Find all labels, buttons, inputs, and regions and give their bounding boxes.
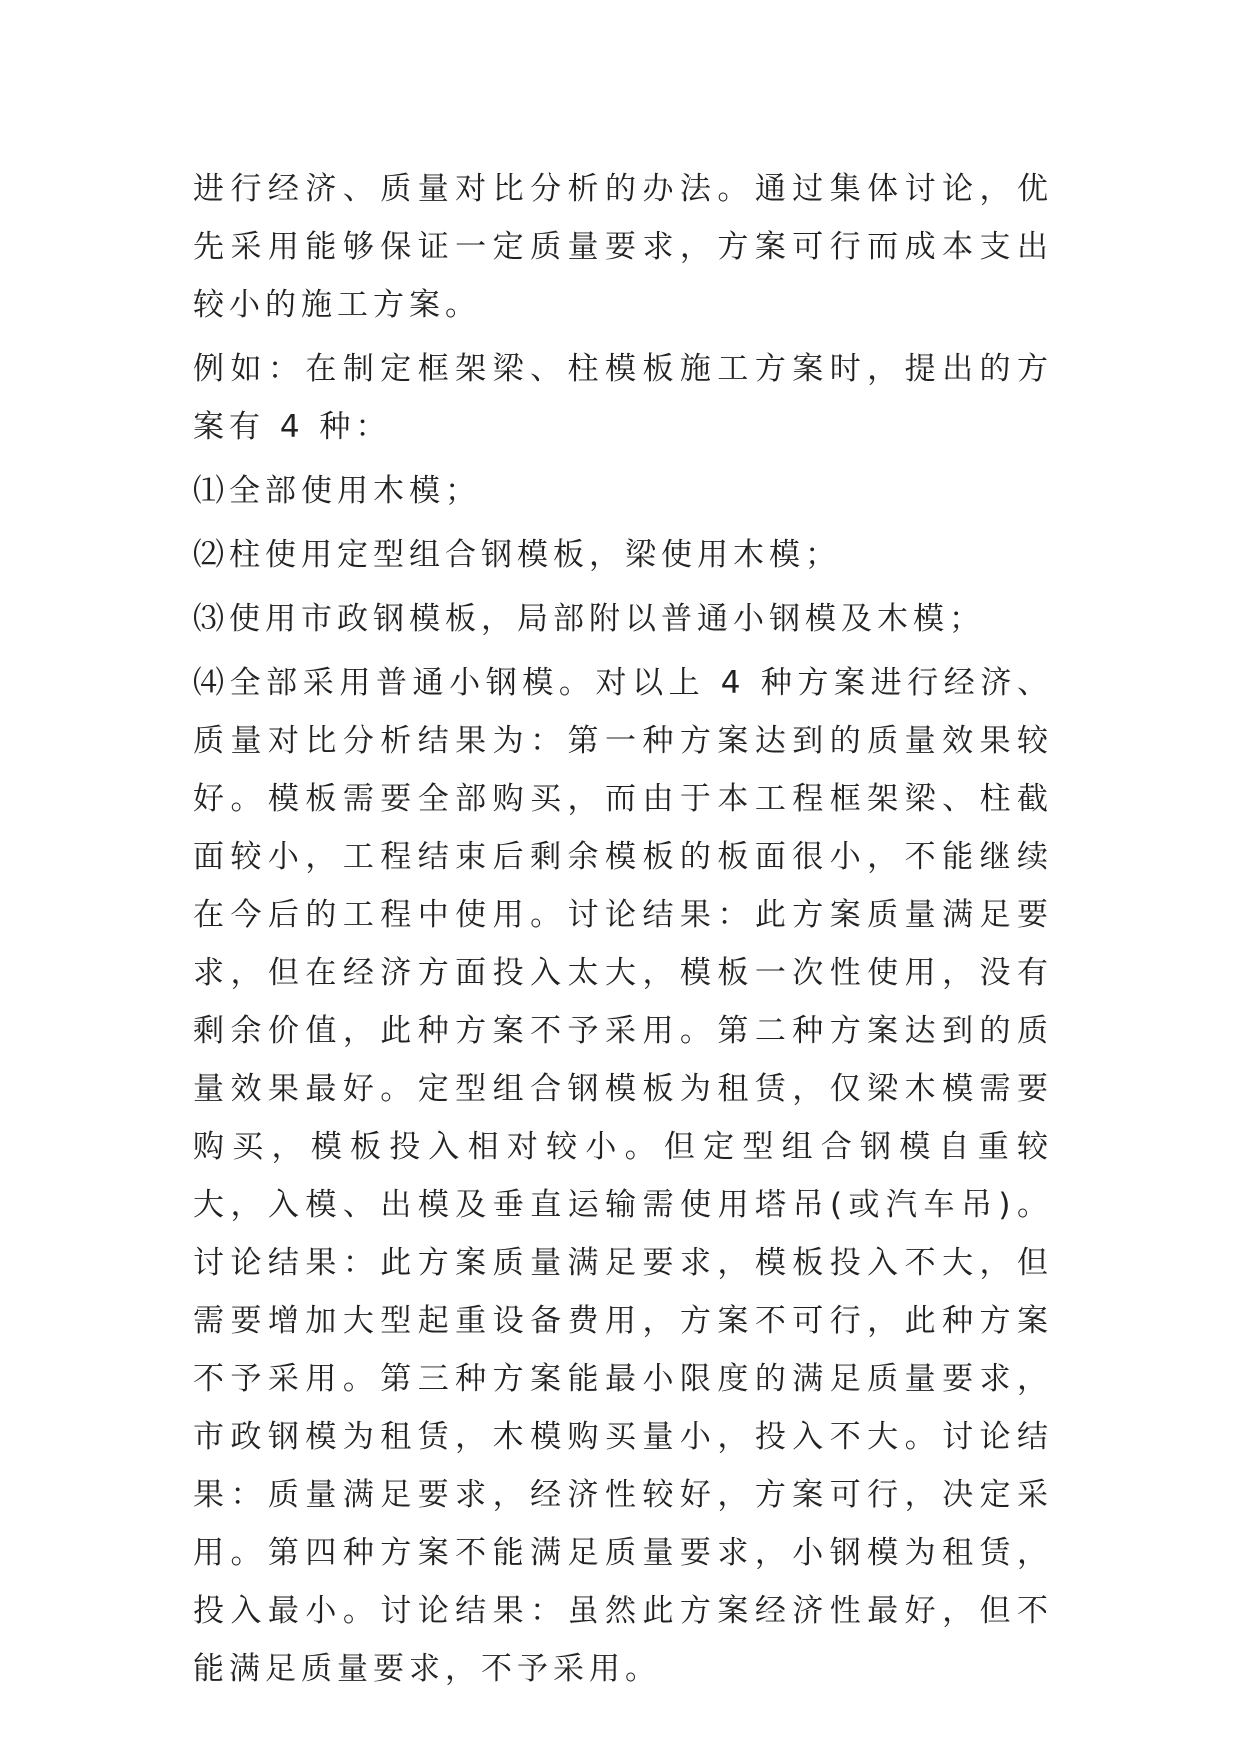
list-item-option-4-analysis: ⑷全部采用普通小钢模。对以上 4 种方案进行经济、质量对比分析结果为：第一种方案达到的质量效果较好。模板需要全部购买，而由于本工程框架梁、柱截面较小，工程结束后剩余模板的板面很小，不能继续在今后的工程中使用。讨论结果：此方案质量满足要求，但在经济方面投入太大，模板一次性使用，没有剩余价值，此种方案不予采用。第二种方案达到的质量效果最好。定型组合钢模板为租赁，仅梁木模需要购买，模板投入相对较小。但定型组合钢模自重较大，入模、出模及垂直运输需使用塔吊(或汽车吊)。讨论结果：此方案质量满足要求，模板投入不大，但需要增加大型起重设备费用，方案不可行，此种方案不予采用。第三种方案能最小限度的满足质量要求，市政钢模为租赁，木模购买量小，投入不大。讨论结果：质量满足要求，经济性较好，方案可行，决定采用。第四种方案不能满足质量要求，小钢模为租赁，投入最小。讨论结果：虽然此方案经济性最好，但不能满足质量要求，不予采用。 [193,665,1053,1687]
list-item-option-2: ⑵柱使用定型组合钢模板，梁使用木模； [193,537,841,573]
list-item-option-1: ⑴全部使用木模； [193,473,481,509]
paragraph-intro: 进行经济、质量对比分析的办法。通过集体讨论，优先采用能够保证一定质量要求，方案可行而成本支出较小的施工方案。 [193,171,1053,323]
document-body [193,160,1053,1704]
list-item-option-3: ⑶使用市政钢模板，局部附以普通小钢模及木模； [193,601,985,637]
paragraph-example: 例如：在制定框架梁、柱模板施工方案时，提出的方案有 4 种： [193,351,1053,445]
